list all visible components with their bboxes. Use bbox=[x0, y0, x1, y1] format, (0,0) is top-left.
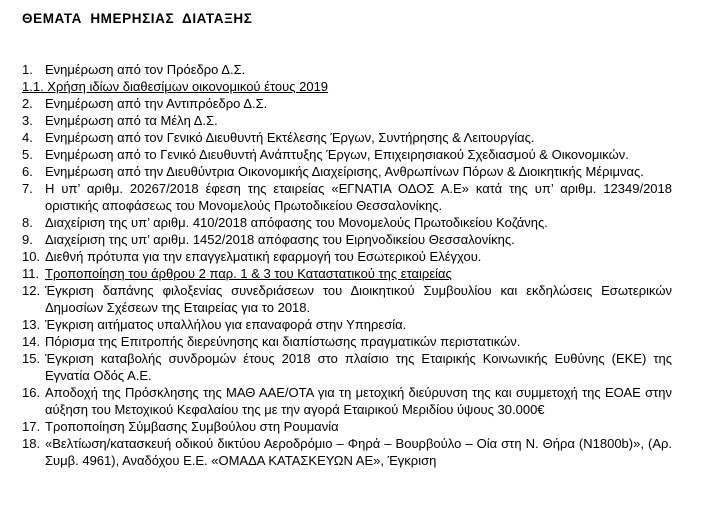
item-text: Ενημέρωση από την Διευθύντρια Οικονομικής Διαχείρισης, Ανθρωπίνων Πόρων & Διοικητικής Μέριμνας. bbox=[45, 164, 644, 179]
item-number: 1. bbox=[22, 62, 33, 77]
item-text: Ενημέρωση από το Γενικό Διευθυντή Ανάπτυξης Έργων, Επιχειρησιακού Σχεδιασμού & Οικονομικών. bbox=[45, 147, 629, 162]
agenda-list bbox=[22, 61, 672, 469]
item-number: 15. bbox=[22, 351, 41, 366]
item-text: Διαχείριση της υπ’ αριθμ. 410/2018 απόφασης του Μονομελούς Πρωτοδικείου Κοζάνης. bbox=[45, 215, 548, 230]
item-number: 7. bbox=[22, 181, 33, 196]
item-number: 18. bbox=[22, 436, 41, 451]
agenda-item bbox=[22, 333, 672, 350]
item-number: 9. bbox=[22, 232, 33, 247]
agenda-item bbox=[22, 129, 672, 146]
item-text: Έγκριση δαπάνης φιλοξενίας συνεδριάσεων του Διοικητικού Συμβουλίου και εκδηλώσεις Εσωτερικών Δημοσίων Σχέσεων της Εταιρείας για το 2018. bbox=[45, 283, 672, 315]
item-text: Έγκριση καταβολής συνδρομών έτους 2018 στο πλαίσιο της Εταιρικής Κοινωνικής Ευθύνης (ΕΚΕ) της Εγνατία Οδός Α.Ε. bbox=[45, 351, 672, 383]
agenda-item bbox=[22, 418, 672, 435]
item-number: 11. bbox=[22, 266, 40, 281]
item-text: Διεθνή πρότυπα για την επαγγελματική εφαρμογή του Εσωτερικού Ελέγχου. bbox=[45, 249, 482, 264]
item-number: 4. bbox=[22, 130, 33, 145]
agenda-item bbox=[22, 384, 672, 418]
item-text: Ενημέρωση από τα Μέλη Δ.Σ. bbox=[45, 113, 218, 128]
item-text: Πόρισμα της Επιτροπής διερεύνησης και διαπίστωσης πραγματικών περιστατικών. bbox=[45, 334, 521, 349]
item-number: 17. bbox=[22, 419, 41, 434]
agenda-item bbox=[22, 350, 672, 384]
agenda-item bbox=[22, 112, 672, 129]
item-number: 16. bbox=[22, 385, 41, 400]
agenda-item bbox=[22, 214, 672, 231]
agenda-item bbox=[22, 163, 672, 180]
agenda-item bbox=[22, 231, 672, 248]
agenda-subitem bbox=[22, 78, 672, 95]
item-number: 13. bbox=[22, 317, 41, 332]
agenda-item bbox=[22, 316, 672, 333]
item-text: Διαχείριση της υπ’ αριθμ. 1452/2018 απόφασης του Ειρηνοδικείου Θεσσαλονίκης. bbox=[45, 232, 515, 247]
agenda-item bbox=[22, 282, 672, 316]
item-number: 5. bbox=[22, 147, 33, 162]
item-number: 12. bbox=[22, 283, 41, 298]
item-text: Ενημέρωση από τον Πρόεδρο Δ.Σ. bbox=[45, 62, 246, 77]
item-text: Ενημέρωση από την Αντιπρόεδρο Δ.Σ. bbox=[45, 96, 268, 111]
item-number: 14. bbox=[22, 334, 41, 349]
agenda-item bbox=[22, 61, 672, 78]
item-text: Αποδοχή της Πρόσκλησης της ΜΑΘ ΑΑΕ/ΟΤΑ για τη μετοχική διεύρυνση της και συμμετοχή της ΕΟΑΕ στην αύξηση του Μετοχικού Κεφαλαίου της με την αγορά Εταιρικού Μεριδίου ύψους 30.000€ bbox=[45, 385, 672, 417]
agenda-item bbox=[22, 146, 672, 163]
item-number: 10. bbox=[22, 249, 41, 264]
item-text: Τροποποίηση του άρθρου 2 παρ. 1 & 3 του Καταστατικού της εταιρείας bbox=[45, 266, 452, 281]
item-text: Ενημέρωση από τον Γενικό Διευθυντή Εκτέλεσης Έργων, Συντήρησης & Λειτουργίας. bbox=[45, 130, 535, 145]
document-title: ΘΕΜΑΤΑ ΗΜΕΡΗΣΙΑΣ ΔΙΑΤΑΞΗΣ bbox=[22, 11, 253, 26]
item-number: 6. bbox=[22, 164, 33, 179]
item-number: 8. bbox=[22, 215, 33, 230]
agenda-item bbox=[22, 435, 672, 469]
agenda-item bbox=[22, 180, 672, 214]
agenda-item bbox=[22, 95, 672, 112]
item-text: «Βελτίωση/κατασκευή οδικού δικτύου Αεροδρόμιο – Φηρά – Βουρβούλο – Οία στη Ν. Θήρα (Ν1800b)», (Αρ. Συμβ. 4961), Αναδόχου Ε.Ε. «ΟΜΑΔΑ ΚΑΤΑΣΚΕΥΩΝ ΑΕ», Έγκριση bbox=[45, 436, 672, 468]
item-number: 3. bbox=[22, 113, 33, 128]
item-text: Η υπ’ αριθμ. 20267/2018 έφεση της εταιρείας «ΕΓΝΑΤΙΑ ΟΔΟΣ Α.Ε» κατά της υπ’ αριθμ. 12349/2018 οριστικής αποφάσεως του Μονομελούς Πρωτοδικείου Θεσσαλονίκης. bbox=[45, 181, 672, 213]
agenda-item bbox=[22, 265, 672, 282]
item-text: Έγκριση αιτήματος υπαλλήλου για επαναφορά στην Υπηρεσία. bbox=[45, 317, 407, 332]
item-text: 1.1. Χρήση ιδίων διαθεσίμων οικονομικού έτους 2019 bbox=[22, 79, 329, 94]
item-text: Τροποποίηση Σύμβασης Συμβούλου στη Ρουμανία bbox=[45, 419, 339, 434]
agenda-item bbox=[22, 248, 672, 265]
item-number: 2. bbox=[22, 96, 33, 111]
